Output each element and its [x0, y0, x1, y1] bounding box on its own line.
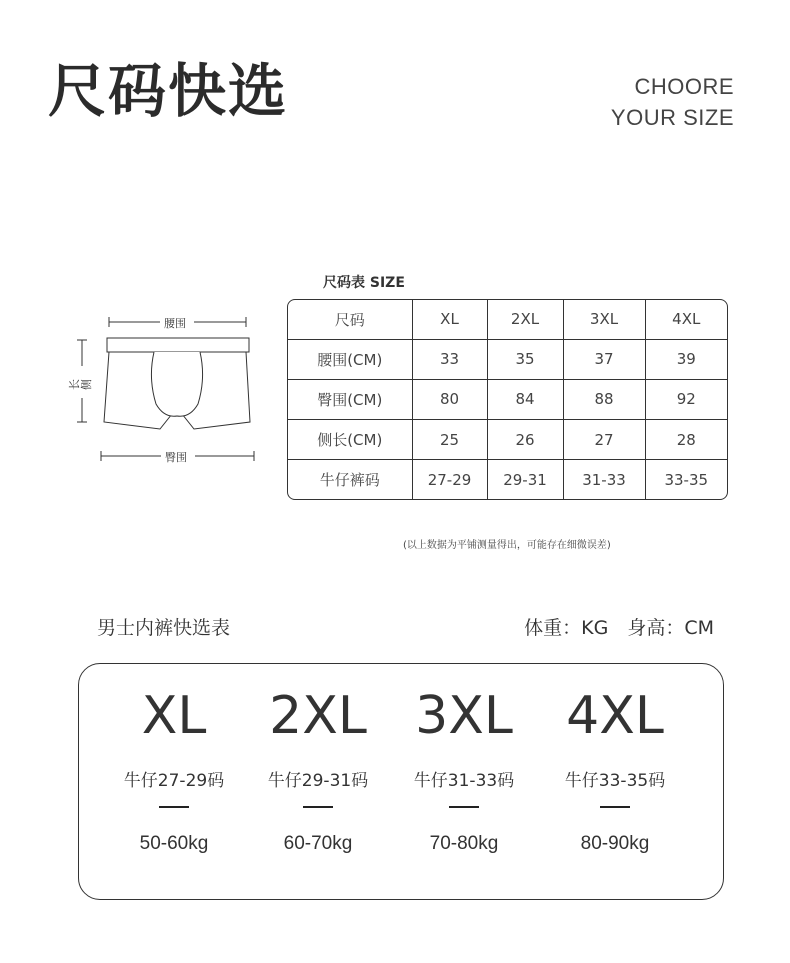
table-cell: 84 — [487, 379, 563, 419]
hip-label: 臀围 — [165, 451, 187, 464]
table-header-cell: 4XL — [645, 300, 727, 339]
size-table-title: 尺码表 SIZE — [323, 275, 405, 291]
weight-range: 50-60kg — [139, 833, 209, 854]
table-cell: 26 — [487, 420, 563, 460]
table-cell: 88 — [563, 379, 645, 419]
divider — [303, 806, 333, 808]
table-cell: 27-29 — [412, 460, 487, 499]
divider — [600, 806, 630, 808]
table-cell: 29-31 — [487, 460, 563, 499]
table-header-cell: 尺码 — [288, 300, 412, 339]
jeans-size: 牛仔33-35码 — [564, 771, 666, 791]
size-label: 4XL — [566, 686, 664, 746]
size-label: 3XL — [415, 686, 513, 746]
table-cell: 臀围(CM) — [288, 379, 412, 419]
weight-range: 70-80kg — [429, 833, 499, 854]
divider — [159, 806, 189, 808]
table-cell: 39 — [645, 339, 727, 379]
subtitle-line-1: CHOORE — [634, 74, 734, 99]
subtitle-line-2: YOUR SIZE — [610, 105, 734, 130]
table-cell: 25 — [412, 420, 487, 460]
table-row — [288, 339, 727, 379]
weight-range: 80-90kg — [580, 833, 650, 854]
side-length-label: 长侧 — [68, 379, 93, 390]
underwear-diagram — [74, 308, 264, 468]
table-cell: 37 — [563, 339, 645, 379]
table-cell: 92 — [645, 379, 727, 419]
page-title: 尺码快选 — [48, 57, 289, 125]
jeans-size: 牛仔27-29码 — [123, 771, 225, 791]
table-cell: 牛仔裤码 — [288, 460, 412, 499]
size-label: 2XL — [269, 686, 367, 746]
table-header-cell: 3XL — [563, 300, 645, 339]
table-header-cell: XL — [412, 300, 487, 339]
table-cell: 80 — [412, 379, 487, 419]
jeans-size: 牛仔29-31码 — [267, 771, 369, 791]
table-cell: 27 — [563, 420, 645, 460]
table-cell: 35 — [487, 339, 563, 379]
divider — [449, 806, 479, 808]
size-table — [287, 299, 728, 500]
waist-label: 腰围 — [164, 317, 186, 330]
table-cell: 31-33 — [563, 460, 645, 499]
table-cell: 33-35 — [664, 470, 709, 489]
table-cell: 侧长(CM) — [288, 420, 412, 460]
units-label: 体重：KG 身高：CM — [524, 617, 714, 639]
table-cell: 33 — [412, 339, 487, 379]
table-row — [288, 379, 727, 419]
quick-select-box — [78, 663, 724, 900]
weight-range: 60-70kg — [283, 833, 353, 854]
size-label: XL — [141, 686, 207, 746]
table-header-cell: 2XL — [487, 300, 563, 339]
table-cell: 28 — [645, 420, 727, 460]
table-row — [288, 420, 727, 460]
table-row — [288, 460, 727, 499]
measurement-note: (以上数据为平铺测量得出，可能存在细微误差) — [403, 540, 611, 551]
table-header-row — [288, 300, 727, 339]
quick-select-title: 男士内裤快选表 — [97, 617, 231, 639]
jeans-size: 牛仔31-33码 — [413, 771, 515, 791]
table-cell: 腰围(CM) — [288, 339, 412, 379]
